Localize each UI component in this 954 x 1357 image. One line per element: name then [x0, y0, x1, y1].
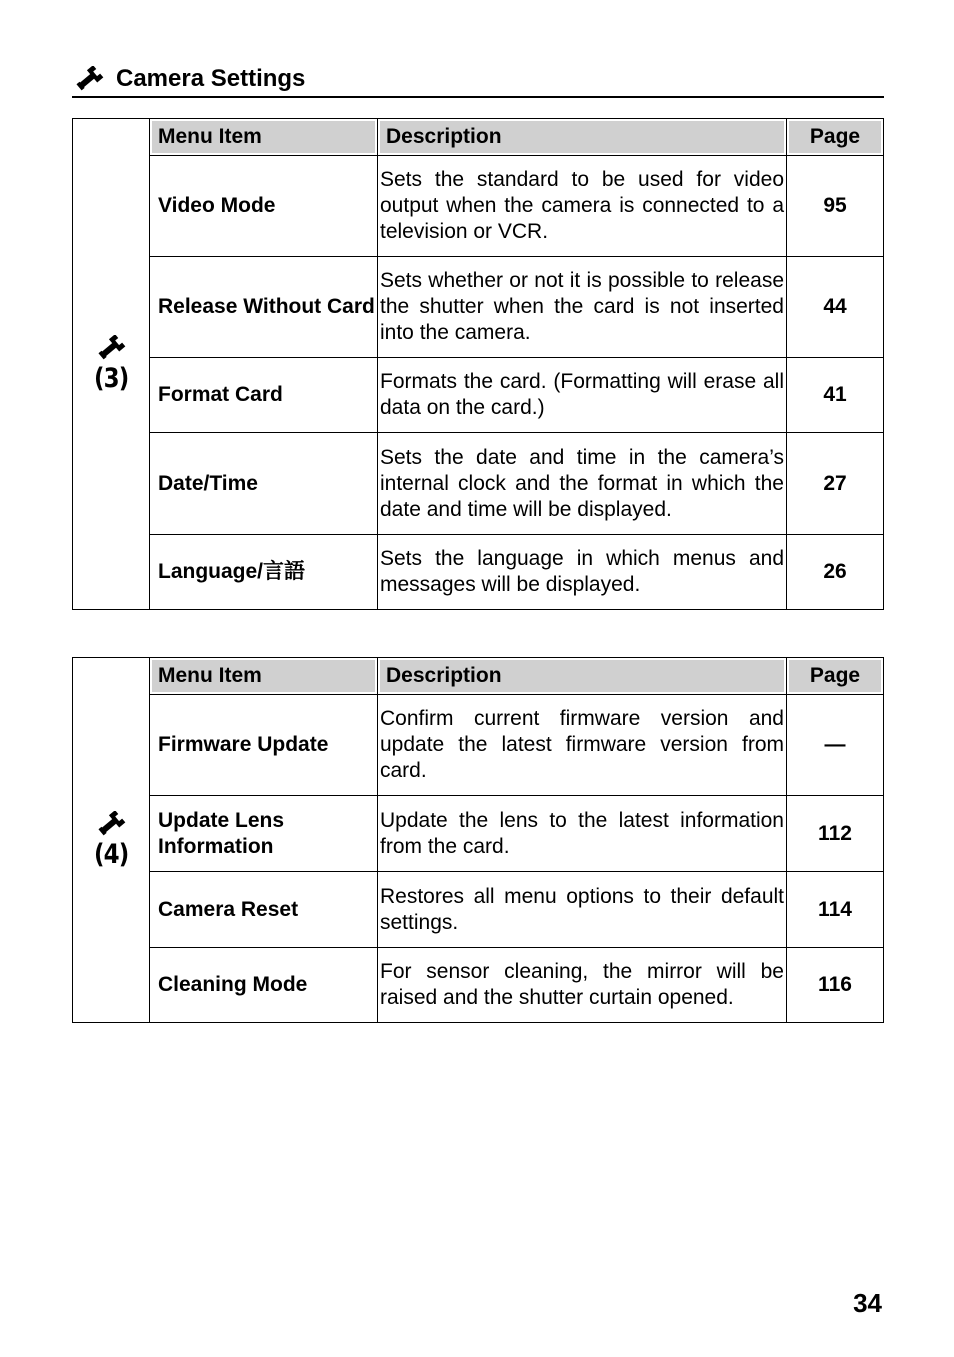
wrench-icon: [96, 811, 126, 837]
column-header-menu-item: Menu Item: [150, 658, 378, 695]
menu-item-description: Formats the card. (Formatting will erase all data on the card.): [378, 358, 787, 433]
menu-item-page: 112: [787, 796, 884, 872]
menu-item-name: Date/Time: [150, 433, 378, 535]
menu-item-description: Update the lens to the latest information from the card.: [378, 796, 787, 872]
menu-item-name: Update Lens Information: [150, 796, 378, 872]
menu-item-page: 114: [787, 872, 884, 948]
section-cell: [73, 658, 150, 1023]
menu-item-name: Release Without Card: [150, 257, 378, 358]
menu-item-description: For sensor cleaning, the mirror will be raised and the shutter curtain opened.: [378, 948, 787, 1023]
table-row: [73, 156, 884, 257]
column-header-description: Description: [378, 658, 787, 695]
menu-item-name: Language/言語: [150, 535, 378, 610]
header-row: [73, 119, 884, 156]
wrench-icon: [74, 66, 104, 92]
menu-item-page: —: [787, 695, 884, 796]
column-header-menu-item: Menu Item: [150, 119, 378, 156]
page-number: 34: [853, 1288, 882, 1318]
header-row: [73, 658, 884, 695]
section-label: (3): [93, 362, 129, 394]
menu-item-page: 95: [787, 156, 884, 257]
menu-item-page: 44: [787, 257, 884, 358]
menu-item-description: Restores all menu options to their default settings.: [378, 872, 787, 948]
section-cell: [73, 119, 150, 610]
menu-item-page: 41: [787, 358, 884, 433]
menu-item-description: Confirm current firmware version and update the latest firmware version from card.: [378, 695, 787, 796]
menu-item-description: Sets the date and time in the camera’s internal clock and the format in which the date and time will be displayed.: [378, 433, 787, 535]
settings-table-4: [72, 657, 884, 1023]
menu-item-page: 27: [787, 433, 884, 535]
menu-item-page: 116: [787, 948, 884, 1023]
column-header-description: Description: [378, 119, 787, 156]
settings-table-3: [72, 118, 884, 610]
section-label: (4): [93, 838, 129, 870]
table-row: [73, 535, 884, 610]
page-title: Camera Settings: [116, 65, 306, 92]
menu-item-page: 26: [787, 535, 884, 610]
menu-item-description: Sets whether or not it is possible to release the shutter when the card is not inserted into the camera.: [378, 257, 787, 358]
section-heading: [72, 62, 884, 98]
table-row: [73, 872, 884, 948]
menu-item-description: Sets the standard to be used for video output when the camera is connected to a television or VCR.: [378, 156, 787, 257]
menu-item-name: Firmware Update: [150, 695, 378, 796]
table-row: [73, 257, 884, 358]
table-row: [73, 358, 884, 433]
column-header-page: Page: [787, 658, 884, 695]
table-row: [73, 695, 884, 796]
menu-item-name: Cleaning Mode: [150, 948, 378, 1023]
menu-item-name: Format Card: [150, 358, 378, 433]
table-row: [73, 796, 884, 872]
menu-item-name: Video Mode: [150, 156, 378, 257]
table-row: [73, 948, 884, 1023]
column-header-page: Page: [787, 119, 884, 156]
menu-item-description: Sets the language in which menus and messages will be displayed.: [378, 535, 787, 610]
menu-item-name: Camera Reset: [150, 872, 378, 948]
table-row: [73, 433, 884, 535]
wrench-icon: [96, 335, 126, 361]
